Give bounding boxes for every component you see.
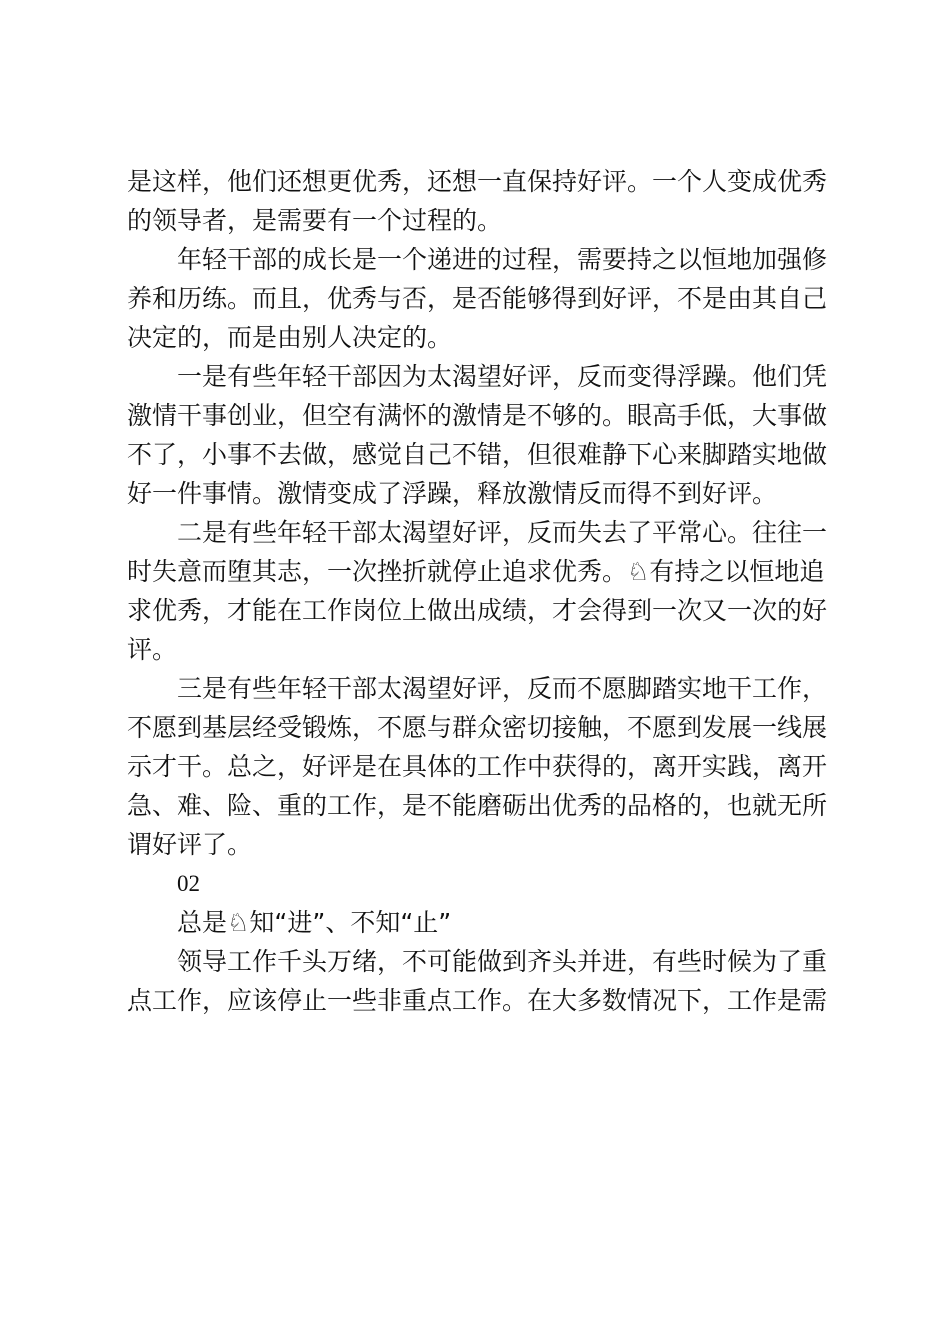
section-heading: 总是♘知“进”、不知“止”	[177, 908, 452, 937]
paragraph-line: 的领导者，是需要有一个过程的。	[127, 206, 503, 235]
paragraph-line: 是这样，他们还想更优秀，还想一直保持好评。一个人变成优秀	[127, 167, 828, 196]
paragraph-line: 决定的，而是由别人决定的。	[127, 323, 453, 352]
paragraph-line: 评。	[127, 635, 178, 664]
paragraph-line: 激情干事创业，但空有满怀的激情是不够的。眼高手低，大事做	[127, 401, 828, 430]
paragraph-line: 时失意而堕其志，一次挫折就停止追求优秀。♘有持之以恒地追	[127, 557, 825, 586]
section-number: 02	[177, 871, 200, 896]
paragraph-line: 求优秀，才能在工作岗位上做出成绩，才会得到一次又一次的好	[127, 596, 828, 625]
document-body	[127, 162, 837, 1020]
paragraph-line: 养和历练。而且，优秀与否，是否能够得到好评，不是由其自己	[127, 284, 828, 313]
paragraph-line: 不愿到基层经受锻炼，不愿与群众密切接触，不愿到发展一线展	[127, 713, 828, 742]
paragraph-line: 一是有些年轻干部因为太渴望好评，反而变得浮躁。他们凭	[177, 362, 828, 391]
paragraph-line: 二是有些年轻干部太渴望好评，反而失去了平常心。往往一	[177, 518, 828, 547]
paragraph-line: 谓好评了。	[127, 830, 253, 859]
paragraph-line: 急、难、险、重的工作，是不能磨砺出优秀的品格的，也就无所	[127, 791, 828, 820]
paragraph-line: 点工作，应该停止一些非重点工作。在大多数情况下，工作是需	[127, 986, 828, 1015]
paragraph-line: 好一件事情。激情变成了浮躁，释放激情反而得不到好评。	[127, 479, 778, 508]
paragraph-line: 示才干。总之，好评是在具体的工作中获得的，离开实践，离开	[127, 752, 828, 781]
paragraph-line: 不了，小事不去做，感觉自己不错，但很难静下心来脚踏实地做	[127, 440, 828, 469]
paragraph-line: 三是有些年轻干部太渴望好评，反而不愿脚踏实地干工作，	[177, 674, 828, 703]
paragraph-line: 领导工作千头万绪，不可能做到齐头并进，有些时候为了重	[177, 947, 828, 976]
paragraph-line: 年轻干部的成长是一个递进的过程，需要持之以恒地加强修	[177, 245, 828, 274]
